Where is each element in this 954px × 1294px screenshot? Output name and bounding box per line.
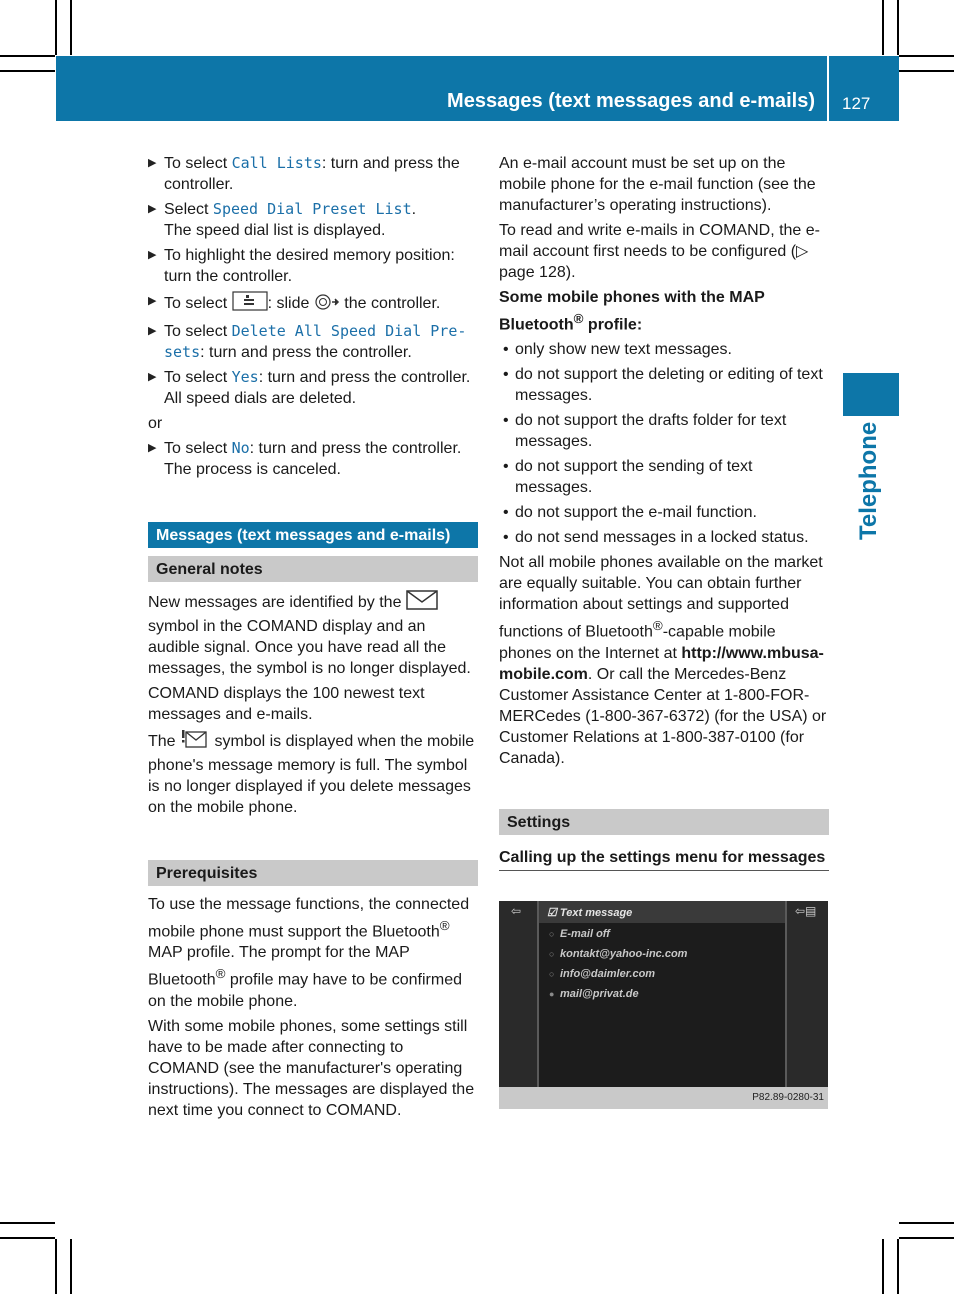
screen-menu-item: kontakt@yahoo-inc.com: [560, 948, 688, 960]
registered-mark: ®: [573, 311, 584, 326]
or-text: or: [148, 415, 163, 432]
menu-item-no: No: [231, 439, 250, 457]
crop-mark: [899, 1237, 954, 1239]
section-heading-messages: Messages (text messages and e-mails): [148, 522, 478, 548]
envelope-icon: [406, 590, 438, 616]
controller-icon: [314, 293, 340, 317]
screen-menu-title: ☑ Text message: [547, 907, 633, 919]
crop-mark: [0, 1222, 55, 1224]
screen-menu-item: E-mail off: [560, 928, 610, 940]
page-title: Messages (text messages and e-mails): [447, 90, 815, 112]
crop-mark: [897, 0, 899, 55]
support-url[interactable]: http://www.mbusa-mobile.com: [499, 644, 824, 683]
memory-full-icon: [180, 729, 210, 755]
subsection-general-notes: General notes: [148, 556, 478, 582]
screen-menu-item: mail@privat.de: [560, 988, 639, 1000]
image-code: P82.89-0280-31: [752, 1092, 824, 1103]
radio-icon: ○: [549, 949, 555, 959]
arrow-icon: ▶: [148, 371, 157, 383]
step-yes: ▶ To select Yes: turn and press the controller. All speed dials are deleted.: [148, 368, 471, 407]
email-account-p1: An e-mail account must be set up on the mobile phone for the e-mail function (see the manufacturer’s operating instructions).: [499, 155, 816, 214]
chapter-label-text: Telephone: [855, 421, 882, 540]
registered-mark: ®: [215, 966, 226, 982]
page-header: [56, 56, 899, 121]
crop-mark: [55, 0, 57, 55]
crop-mark: [0, 55, 55, 57]
map-profile-heading: Some mobile phones with the MAP Bluetooth® profile:: [499, 289, 765, 334]
list-item: • do not send messages in a locked status.: [503, 529, 809, 547]
screen-right-panel: [785, 901, 828, 1087]
menu-item-speed-dial: Speed Dial Preset List: [212, 200, 412, 218]
subsection-prerequisites: Prerequisites: [148, 860, 478, 886]
step-no: ▶ To select No: turn and press the controller. The process is canceled.: [148, 439, 462, 478]
crop-mark: [899, 55, 954, 57]
arrow-icon: ▶: [148, 203, 157, 215]
step-highlight-position: ▶ To highlight the desired memory position: turn the controller.: [148, 247, 455, 285]
menu-item-yes: Yes: [231, 368, 259, 386]
step-delete-all: ▶ To select Delete All Speed Dial Pre- sets: turn and press the controller.: [148, 322, 467, 361]
crop-mark: [882, 1239, 884, 1294]
chapter-tab: [843, 373, 899, 416]
subsection-settings: Settings: [499, 809, 829, 835]
list-icon: ⇦▤: [795, 904, 817, 918]
phone-list-icon: [232, 291, 268, 317]
comand-screenshot: [499, 901, 828, 1109]
general-notes-p1: New messages are identified by the symbol in the COMAND display and an audible signal. Once you have read all the messages, the symbol is no longer displayed.: [148, 590, 478, 679]
menu-item-delete-all-cont: sets: [164, 343, 201, 361]
radio-icon: ○: [549, 969, 555, 979]
prerequisites-p2: With some mobile phones, some settings still have to be made after connecting to COMAND (see the manufacturer's operating instructions). The messages are displayed the next time you connect to COMAND.: [148, 1017, 475, 1119]
left-column: [148, 153, 478, 1125]
back-icon: ⇦: [511, 904, 522, 918]
step-call-lists: ▶ To select Call Lists: turn and press the controller.: [148, 154, 460, 193]
calling-settings-heading: Calling up the settings menu for messages: [499, 847, 829, 871]
list-item: • do not support the sending of text messages.: [503, 458, 753, 497]
registered-mark: ®: [652, 618, 663, 634]
general-notes-p2: COMAND displays the 100 newest text messages and e-mails.: [148, 685, 425, 723]
menu-item-delete-all: Delete All Speed Dial Pre-: [231, 322, 467, 340]
list-item: • do not support the drafts folder for text messages.: [503, 412, 787, 451]
arrow-icon: ▶: [148, 157, 157, 169]
arrow-icon: ▶: [148, 325, 157, 337]
page-number: 127: [842, 94, 871, 113]
support-paragraph: Not all mobile phones available on the market are equally suitable. You can obtain further information about settings and supported functions of Bluetooth®-capable mobile phones on the Internet at http://www.mbusa-mobile.com. Or call the Mercedes-Benz Customer Assistance Center at 1-800-FOR-MERCedes (1-800-367-6372) (for the USA) or Customer Relations at 1-800-387-0100 (for Canada).: [499, 554, 827, 767]
crop-mark: [0, 70, 55, 72]
arrow-icon: ▶: [148, 249, 157, 261]
header-divider: [827, 56, 829, 121]
list-item: • do not support the deleting or editing of text messages.: [503, 366, 823, 405]
radio-icon: ○: [549, 929, 555, 939]
right-column: [499, 153, 829, 871]
menu-item-call-lists: Call Lists: [231, 154, 322, 172]
crop-mark: [70, 0, 72, 55]
general-notes-p3: The symbol is displayed when the mobile phone's message memory is full. The symbol is no longer displayed if you delete messages on the mobile phone.: [148, 729, 478, 818]
crop-mark: [899, 1222, 954, 1224]
crop-mark: [897, 1239, 899, 1294]
crop-mark: [70, 1239, 72, 1294]
arrow-icon: ▶: [148, 442, 157, 454]
crop-mark: [0, 1237, 55, 1239]
crop-mark: [899, 70, 954, 72]
prerequisites-p1: To use the message functions, the connected mobile phone must support the Bluetooth® MAP profile. The prompt for the MAP Bluetooth® profile may have to be confirmed on the mobile phone.: [148, 896, 470, 1010]
step-select-list-icon: ▶ To select : slide the controller.: [148, 291, 478, 317]
arrow-icon: ▶: [148, 295, 157, 307]
registered-mark: ®: [439, 918, 450, 933]
list-item: • only show new text messages.: [503, 341, 732, 359]
email-account-p2: To read and write e-mails in COMAND, the e-mail account first needs to be configured (▷ page 128).: [499, 222, 820, 281]
screen-menu-item: info@daimler.com: [560, 968, 656, 980]
crop-mark: [55, 1239, 57, 1294]
radio-icon: ●: [549, 989, 555, 999]
screen-left-panel: [499, 901, 539, 1087]
step-speed-dial-list: ▶ Select Speed Dial Preset List. The speed dial list is displayed.: [148, 200, 417, 239]
crop-mark: [882, 0, 884, 55]
list-item: • do not support the e-mail function.: [503, 504, 757, 522]
